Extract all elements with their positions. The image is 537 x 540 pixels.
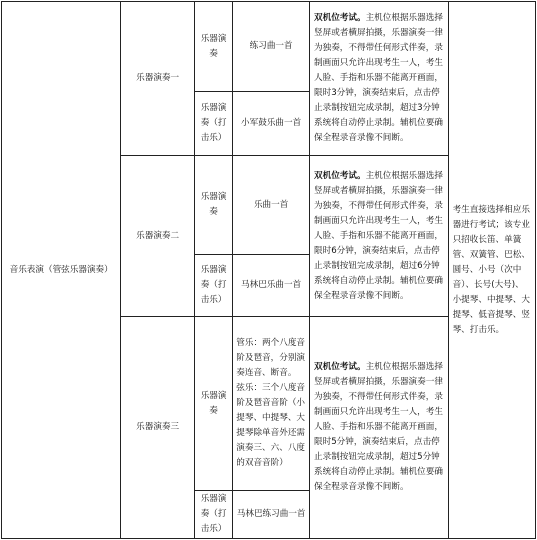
rule-cell	[310, 156, 449, 317]
rule-bold-text: 双机位考试。	[314, 362, 366, 372]
rule-text: 主机位根据乐器选择竖屏或者横屏拍摄，乐器演奏一律为独奏，不得带任何形式伴奏，录制画面只允许出现考生一人，考生人脸、手指和乐器不能离开画面，限时5分钟，演奏结束后，点击停止录制按钮完成录制，超过5分钟系统将自动停止录制。辅机位要确保全程录音录像不间断。	[314, 362, 443, 492]
item-name-cell: 乐器演奏二	[121, 156, 195, 317]
content-cell: 马林巴练习曲一首	[233, 491, 310, 539]
table-row	[2, 2, 536, 92]
instrument-cell: 乐器演奏（打击乐）	[194, 255, 232, 317]
content-cell: 马林巴乐曲一首	[233, 255, 310, 317]
item-name-cell: 乐器演奏三	[121, 317, 195, 539]
category-cell: 音乐表演（管弦乐器演奏）	[2, 2, 121, 539]
rule-cell	[310, 317, 449, 539]
instrument-cell: 乐器演奏	[194, 2, 232, 92]
content-cell: 小军鼓乐曲一首	[233, 92, 310, 156]
scales-text	[236, 336, 306, 471]
instrument-cell: 乐器演奏	[194, 156, 232, 255]
content-cell: 乐曲一首	[233, 156, 310, 255]
instrument-cell: 乐器演奏	[194, 317, 232, 491]
note-cell: 考生直接选择相应乐器进行考试；该专业只招收长笛、单簧管、双簧管、巴松、圆号、小号（次中音）、长号(大号)、小提琴、中提琴、大提琴、低音提琴、竖琴、打击乐。	[448, 2, 535, 539]
exam-requirements-table	[1, 1, 536, 539]
content-cell	[233, 317, 310, 491]
item-name-cell: 乐器演奏一	[121, 2, 195, 156]
rule-text: 主机位根据乐器选择竖屏或者横屏拍摄，乐器演奏一律为独奏，不得带任何形式伴奏，录制画面只允许出现考生一人，考生人脸、手指和乐器不能离开画面，限时3分钟，演奏结束后，点击停止录制按钮完成录制，超过3分钟系统将自动停止录制。辅机位要确保全程录音录像不间断。	[314, 13, 443, 143]
instrument-cell: 乐器演奏（打击乐）	[194, 491, 232, 539]
rule-text: 主机位根据乐器选择竖屏或者横屏拍摄，乐器演奏一律为独奏，不得带任何形式伴奏，录制画面只允许出现考生一人，考生人脸、手指和乐器不能离开画面，限时6分钟，演奏结束后，点击停止录制按钮完成录制，超过6分钟系统将自动停止录制。辅机位要确保全程录音录像不间断。	[314, 170, 443, 301]
rule-bold-text: 双机位考试。	[314, 13, 366, 23]
content-cell: 练习曲一首	[233, 2, 310, 92]
string-scales-text: 弦乐：三个八度音阶及琶音音阶（小提琴、中提琴、大提琴除单音外还需演奏三、六、八度的双音音阶）	[236, 383, 306, 468]
rule-cell	[310, 2, 449, 156]
rule-bold-text: 双机位考试。	[314, 170, 366, 181]
instrument-cell: 乐器演奏（打击乐）	[194, 92, 232, 156]
wind-scales-text: 管乐：两个八度音阶及琶音，分别演奏连音、断音。	[236, 338, 306, 378]
